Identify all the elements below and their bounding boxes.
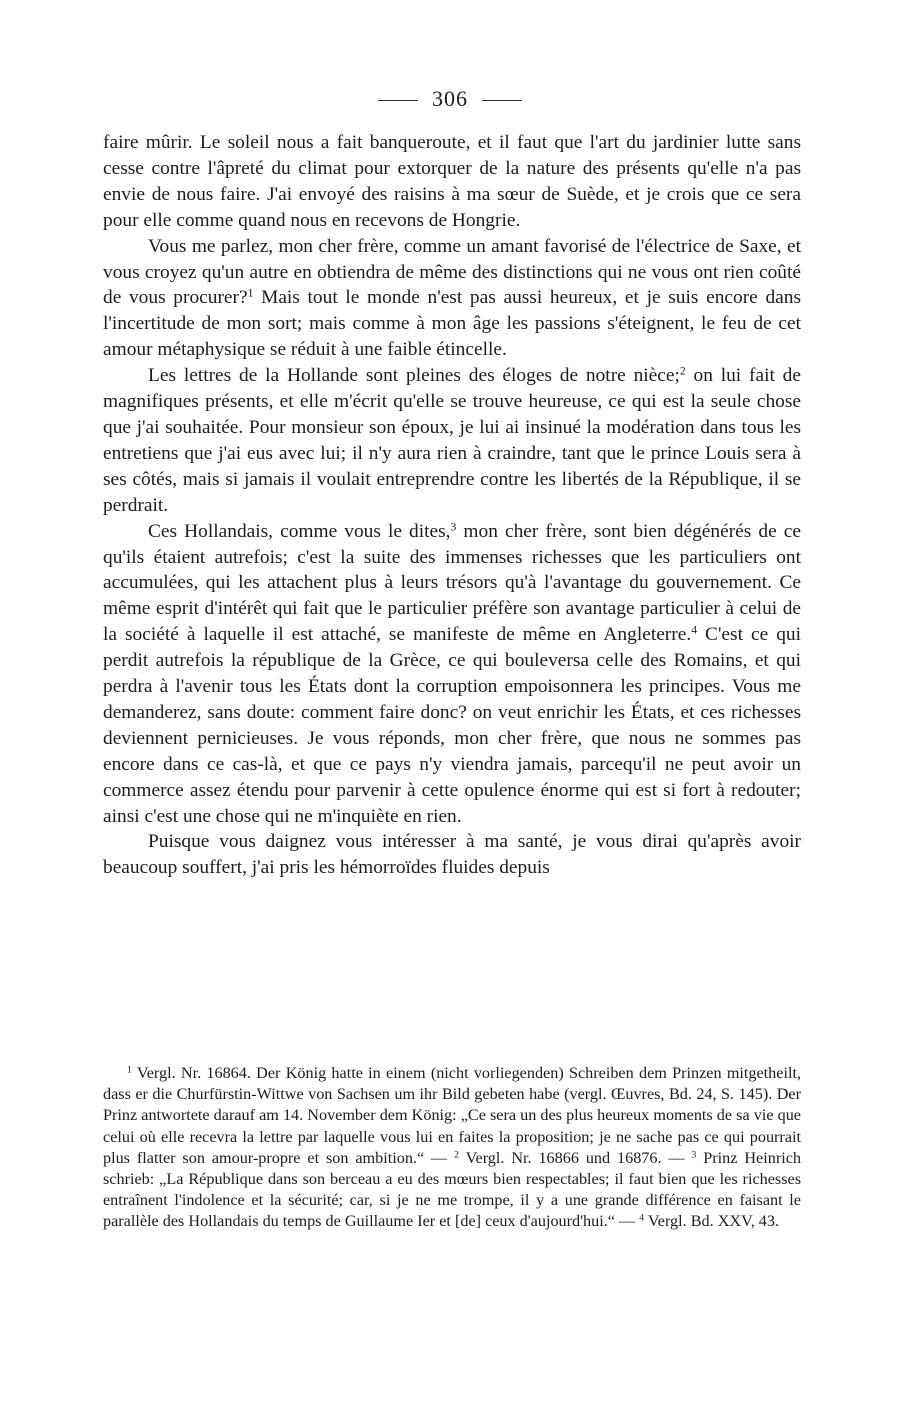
header-rule-right	[482, 100, 522, 101]
footnote-text: Vergl. Bd. XXV, 43.	[644, 1212, 780, 1231]
footnote-mark: 1	[127, 1064, 132, 1076]
paragraph-text: C'est ce qui perdit autrefois la république de la Grèce, ce qui bouleversa celle des Romains, et qui perdra à l'avenir tous les États dont la corruption empoisonnera les principes. Vous me demanderez, sans doute: comment faire donc? on veut enrichir les États, et ces richesses deviennent pernicieuses. Je vous réponds, mon cher frère, que nous ne sommes pas encore dans ce cas-là, et que ce pays n'y viendra jamais, parcequ'il ne peut avoir un commerce assez étendu pour parvenir à cette opulence énorme qui est si fort à redouter; ainsi c'est une chose qui ne m'inquiète en rien.	[103, 624, 801, 827]
footnote-ref: 4	[691, 623, 697, 637]
footnote-ref: 2	[679, 364, 686, 378]
paragraph	[103, 130, 801, 234]
paragraph-text: Vous me parlez, mon cher frère, comme un amant favorisé de l'électrice de Saxe, et vous croyez qu'un autre en obtiendra de même des distinctions qui ne vous ont rien coûté de vous procurer?	[103, 235, 801, 309]
footnote-ref: 1	[247, 287, 254, 301]
header-rule-left	[378, 100, 418, 101]
paragraph	[103, 363, 801, 518]
paragraph-text: Mais tout le monde n'est pas aussi heureux, et je suis encore dans l'incertitude de mon sort; mais comme à mon âge les passions s'éteignent, le feu de cet amour métaphysique se réduit à une faible étincelle.	[103, 287, 802, 361]
footnotes	[103, 1063, 801, 1233]
footnote-text: Prinz Heinrich schrieb: „La République dans son berceau a eu des mœurs bien respectables; il faut bien que les richesses entraînent l'indolence et la sécurité; car, si je ne me trompe, il y a une grande différence en faisant le parallèle des Hollandais du temps de Guillaume Ier et [de] ceux d'aujourd'hui.“ —	[103, 1148, 801, 1231]
paragraph-text: Puisque vous daignez vous intéresser à ma santé, je vous dirai qu'après avoir beaucoup souffert, j'ai pris les hémorroïdes fluides depuis	[103, 831, 801, 879]
paragraph-text: Ces Hollandais, comme vous le dites,	[148, 520, 451, 542]
page-number: 306	[432, 86, 468, 111]
paragraph-text: on lui fait de magnifiques présents, et elle m'écrit qu'elle se trouve heureuse, ce qui est la seule chose que j'ai souhaitée. Pour monsieur son époux, je lui ai insinué la modération dans tous les entretiens que j'ai eus avec lui; il n'y aura rien à craindre, tant que le prince Louis sera à ses côtés, mais si jamais il voulait entreprendre contre les libertés de la République, il se perdrait.	[103, 365, 801, 516]
footnote-ref: 3	[450, 520, 457, 534]
paragraph-text: mon cher frère, sont bien dégénérés de ce qu'ils étaient autrefois; c'est la suite des immenses richesses que les particuliers ont accumulées, qui les attachent plus à leurs trésors qu'à l'avantage du gouvernement. Ce même esprit d'intérêt qui fait que le particulier préfère son avantage particulier à celui de la société à laquelle il est attaché, se manifeste de même en Angleterre.	[103, 520, 801, 646]
footnote-mark: 2	[454, 1149, 459, 1161]
paragraph-text: faire mûrir. Le soleil nous a fait banqueroute, et il faut que l'art du jardinier lutte sans cesse contre l'âpreté du climat pour extorquer de la nature des présents qu'elle n'a pas envie de nous faire. J'ai envoyé des raisins à ma sœur de Suède, et je crois que ce sera pour elle comme quand nous en recevons de Hongrie.	[103, 132, 801, 231]
footnote-mark: 4	[639, 1213, 645, 1225]
paragraph	[103, 519, 801, 830]
footnote-text: Vergl. Nr. 16866 und 16876. —	[459, 1148, 692, 1167]
paragraph	[103, 829, 801, 881]
page-header	[0, 86, 900, 112]
paragraph-text: Les lettres de la Hollande sont pleines des éloges de notre nièce;	[148, 365, 680, 387]
paragraph	[103, 234, 801, 364]
footnote-block	[103, 1063, 801, 1233]
footnote-mark: 3	[691, 1149, 697, 1161]
footnote-text: Vergl. Nr. 16864. Der König hatte in einem (nicht vorliegenden) Schreiben dem Prinzen mitgetheilt, dass er die Churfürstin-Wittwe von Sachsen um ihr Bild gebeten habe (vergl. Œuvres, Bd. 24, S. 145). Der Prinz antwortete darauf am 14. November dem König: „Ce sera un des plus heureux moments de sa vie que celui où elle recevra la lettre par laquelle vous lui en faites la proposition; je ne sache pas ce qui pourrait plus flatter son amour-propre et son ambition.“ —	[103, 1064, 801, 1167]
main-text	[103, 130, 801, 881]
